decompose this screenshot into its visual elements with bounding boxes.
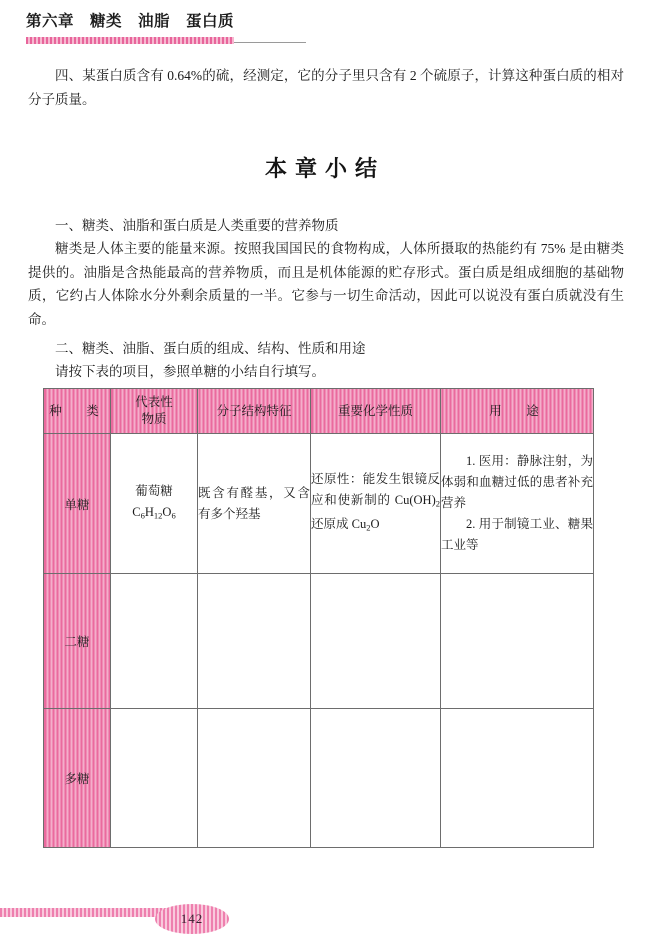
cell-polysaccharide-structure[interactable] — [198, 709, 311, 848]
exercise-paragraph: 四、某蛋白质含有 0.64%的硫，经测定，它的分子里只含有 2 个硫原子，计算这种蛋白质的相对分子质量。 — [28, 68, 624, 107]
table-row — [44, 709, 594, 848]
page-footer — [0, 902, 650, 942]
substance-name: 葡萄糖 — [135, 483, 173, 498]
cell-disaccharide-structure[interactable] — [198, 574, 311, 709]
table-header-representative-line1: 代表性 — [135, 395, 173, 409]
cell-monosaccharide-substance — [111, 434, 198, 574]
table-header-row — [44, 389, 594, 434]
table-header-molecular-structure: 分子结构特征 — [198, 389, 311, 434]
section-paragraph-two: 请按下表的项目，参照单糖的小结自行填写。 — [55, 364, 325, 379]
cell-monosaccharide-uses — [441, 434, 594, 574]
section-heading-two: 二、糖类、油脂、蛋白质的组成、结构、性质和用途 — [55, 341, 366, 356]
page-number-badge — [155, 904, 229, 934]
row-label-disaccharide: 二糖 — [44, 574, 111, 709]
use-item: 2. 用于制镜工业、糖果工业等 — [441, 517, 593, 552]
substance-formula: $C_6H_{12}O_6$ — [132, 504, 176, 521]
properties-formula-cu-oh-2: $Cu(OH)_2$ — [394, 492, 440, 508]
table-header-category — [44, 389, 111, 434]
header-rule — [26, 36, 626, 46]
cell-disaccharide-substance[interactable] — [111, 574, 198, 709]
properties-text-part1: 还原性：能发生银镜反应和使新制的 — [311, 471, 440, 507]
table-header-representative-substance — [111, 389, 198, 434]
running-head — [26, 12, 626, 46]
cell-monosaccharide-properties — [311, 434, 441, 574]
chapter-running-title: 第六章 糖类 油脂 蛋白质 — [26, 13, 235, 30]
header-rule-striped-bar — [26, 37, 234, 44]
table-row — [44, 434, 594, 574]
table-header-chemical-properties: 重要化学性质 — [311, 389, 441, 434]
summary-table — [43, 388, 594, 848]
table-header-uses-label: 用 途 — [489, 403, 545, 418]
table-row — [44, 574, 594, 709]
row-label-polysaccharide: 多糖 — [44, 709, 111, 848]
row-label-monosaccharide: 单糖 — [44, 434, 111, 574]
page-number: 142 — [180, 911, 204, 926]
cell-polysaccharide-substance[interactable] — [111, 709, 198, 848]
table-header-uses — [441, 389, 594, 434]
properties-text-part2: 还原成 — [311, 517, 352, 531]
cell-disaccharide-uses[interactable] — [441, 574, 594, 709]
page-title: 本章小结 — [264, 156, 385, 181]
cell-polysaccharide-properties[interactable] — [311, 709, 441, 848]
cell-polysaccharide-uses[interactable] — [441, 709, 594, 848]
cell-disaccharide-properties[interactable] — [311, 574, 441, 709]
section-heading-one: 一、糖类、油脂和蛋白质是人类重要的营养物质 — [55, 218, 339, 233]
cell-monosaccharide-structure: 既含有醛基，又含有多个羟基 — [198, 434, 311, 574]
footer-striped-bar — [0, 908, 172, 917]
table-header-representative-line2: 物质 — [141, 412, 167, 426]
table-header-category-label: 种 类 — [49, 403, 105, 418]
section-paragraph-one: 糖类是人体主要的能量来源。按照我国国民的食物构成，人体所摄取的热能约有 75% 是由糖类提供的。油脂是含热能最高的营养物质，而且是机体能源的贮存形式。蛋白质是组成细胞的基础物质，它约占人体除水分外剩余质量的一半。它参与一切生命活动，因此可以说没有蛋白质就没有生命。 — [28, 241, 624, 327]
use-item: 1. 医用：静脉注射，为体弱和血糖过低的患者补充营养 — [441, 454, 593, 510]
properties-formula-cu2o: $Cu_2O$ — [351, 517, 380, 533]
